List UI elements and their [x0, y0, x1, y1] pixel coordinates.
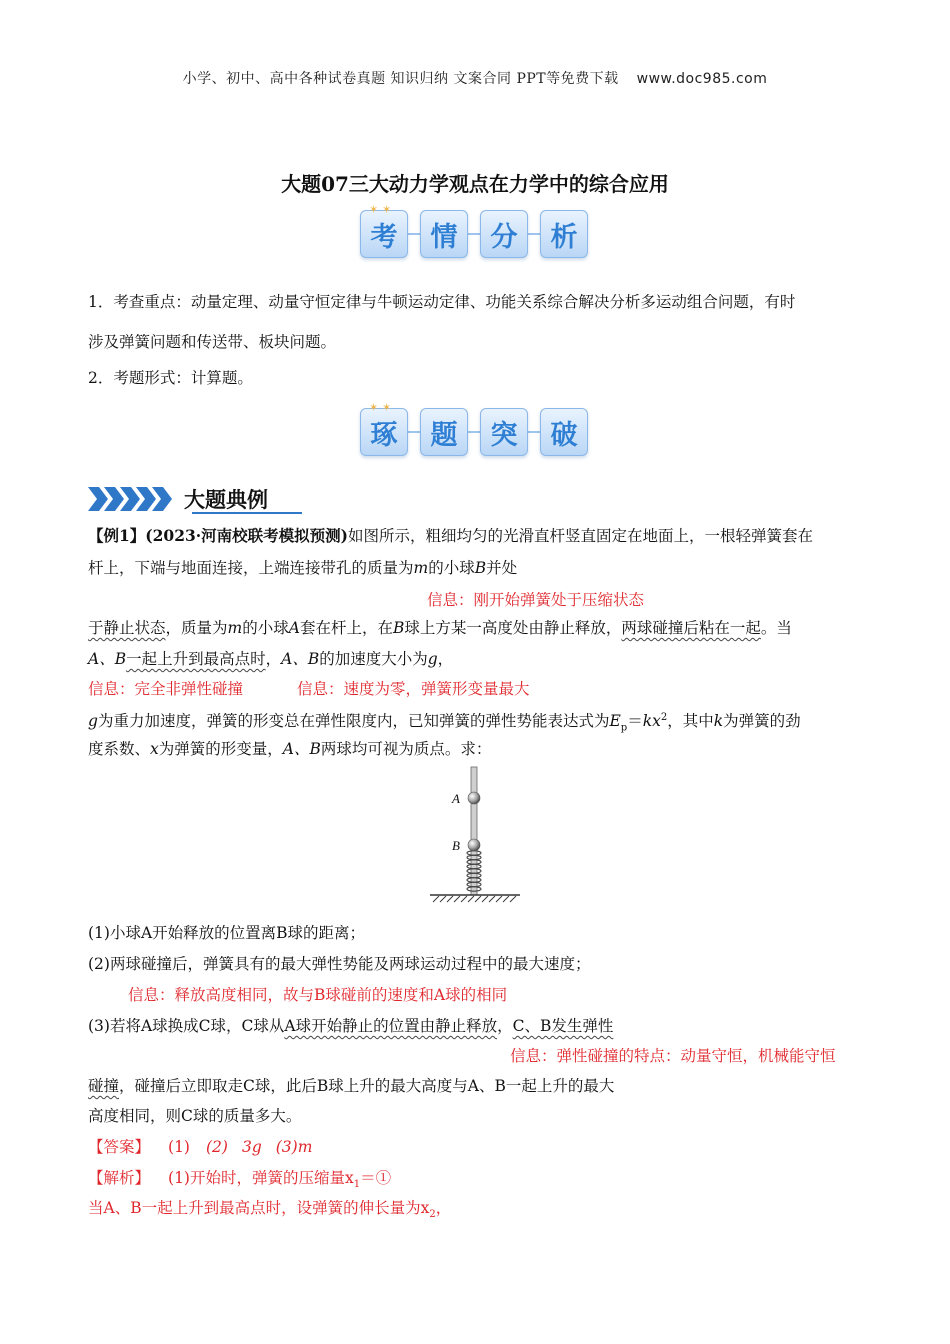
example-line-2: 杆上，下端与地面连接，上端连接带孔的质量为m的小球B并处 [88, 559, 518, 577]
example-line-1: 【例1】(2023·河南校联考模拟预测)如图所示，粗细均匀的光滑直杆竖直固定在地面上，一根轻弹簧套在 [88, 526, 814, 545]
point-1-line-1: 1．考查重点：动量定理、动量守恒定律与牛顿运动定律、功能关系综合解决分析多运动组合问题，有时 [88, 293, 796, 311]
analysis-line-1: 【解析】 (1)开始时，弹簧的压缩量$x_1=①$ [88, 1169, 392, 1191]
badge-connector [528, 431, 540, 433]
question-3-line-3: 高度相同，则C球的质量多大。 [88, 1107, 302, 1125]
label-a: A [452, 791, 460, 806]
badge-tile: ✶ ✶ 琢 [360, 408, 408, 456]
sparkle-icon: ✶ ✶ [369, 203, 392, 216]
info-note-2: 信息：完全非弹性碰撞 [88, 680, 244, 698]
badge-group-analysis [360, 203, 588, 258]
badge-tile: ✶ ✶ 考 [360, 210, 408, 258]
badge-tile: 突 [480, 408, 528, 456]
section-title: 大题典例 [184, 488, 268, 512]
info-note-5: 信息：弹性碰撞的特点：动量守恒，机械能守恒 [510, 1047, 836, 1065]
example-line-6: 度系数、x为弹簧的形变量，A、B两球均可视为质点。求： [88, 740, 492, 758]
question-3-line-2: 碰撞，碰撞后立即取走C球，此后B球上升的最大高度与A、B一起上升的最大 [88, 1077, 615, 1095]
badge-tile: 情 [420, 210, 468, 258]
question-2: (2)两球碰撞后，弹簧具有的最大弹性势能及两球运动过程中的最大速度； [88, 955, 591, 973]
point-2: 2．考题形式：计算题。 [88, 369, 253, 387]
info-note-4: 信息：释放高度相同，故与B球碰前的速度和A球的相同 [128, 986, 508, 1004]
header-site: www.doc985.com [636, 71, 768, 87]
spring-rod-figure [420, 762, 530, 912]
figure-svg [420, 762, 530, 912]
badge-connector [408, 233, 420, 235]
badge-tile: 分 [480, 210, 528, 258]
question-3-line-1: (3)若将A球换成C球，C球从A球开始静止的位置由静止释放，C、B发生弹性 [88, 1017, 614, 1035]
badge-group-breakthrough [360, 401, 588, 456]
answer-line: 【答案】 (1) (2) 3g (3)m [88, 1138, 313, 1156]
example-line-3: 于静止状态，质量为m的小球A套在杆上，在B球上方某一高度处由静止释放，两球碰撞后粘在一起。当 [88, 619, 792, 637]
label-b: B [452, 838, 460, 853]
badge-tile: 题 [420, 408, 468, 456]
sparkle-icon: ✶ ✶ [369, 401, 392, 414]
page-header [0, 68, 950, 88]
badge-connector [468, 431, 480, 433]
ball-b [468, 839, 480, 851]
badge-connector [528, 233, 540, 235]
example-line-4: A、B一起上升到最高点时，A、B的加速度大小为g， [88, 650, 454, 668]
header-text: 小学、初中、高中各种试卷真题 知识归纳 文案合同 PPT等免费下载 [182, 71, 619, 87]
page-title: 大题07三大动力学观点在力学中的综合应用 [281, 172, 669, 196]
chevron-icon [88, 487, 108, 511]
ball-a [468, 792, 480, 804]
analysis-line-2: 当A、B一起上升到最高点时，设弹簧的伸长量为$x_2$， [88, 1199, 452, 1221]
section-heading [88, 484, 268, 514]
badge-tile: 破 [540, 408, 588, 456]
rod [471, 767, 477, 895]
example-line-5: g为重力加速度，弹簧的形变总在弹性限度内，已知弹簧的弹性势能表达式为$E_p=kx^2$，其中k为弹簧的劲 [88, 712, 801, 734]
point-1-line-2: 涉及弹簧问题和传送带、板块问题。 [88, 333, 337, 351]
badge-tile: 析 [540, 210, 588, 258]
section-underline [192, 512, 302, 514]
question-1: (1)小球A开始释放的位置离B球的距离； [88, 924, 366, 942]
info-note-1: 信息：刚开始弹簧处于压缩状态 [427, 591, 645, 609]
ground-hatch [433, 896, 516, 902]
info-note-3: 信息：速度为零，弹簧形变量最大 [297, 680, 530, 698]
badge-connector [468, 233, 480, 235]
badge-connector [408, 431, 420, 433]
